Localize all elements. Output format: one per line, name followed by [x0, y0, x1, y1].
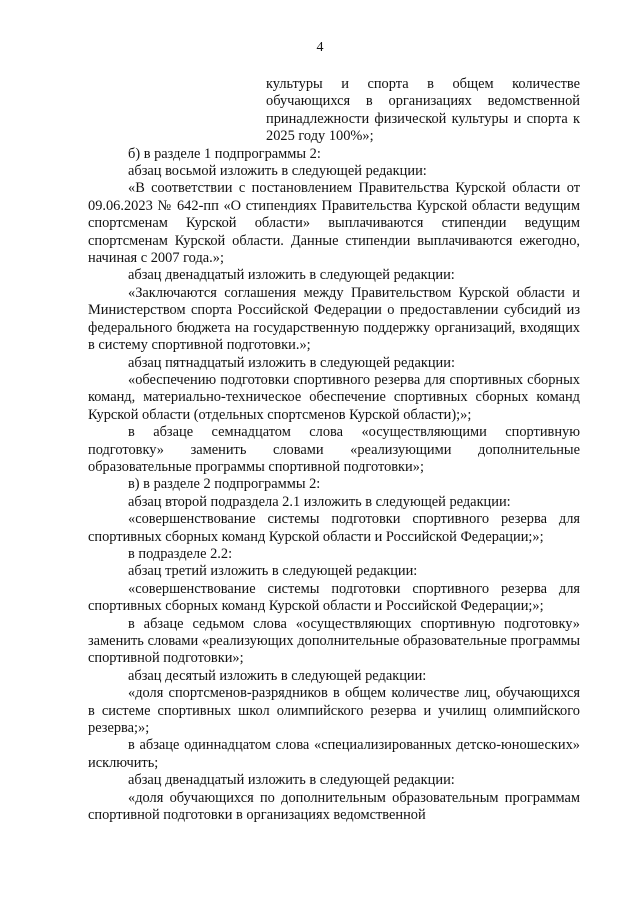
paragraph: «Заключаются соглашения между Правительством Курской области и Министерством спорта Российской Федерации о предоставлении субсидий из федерального бюджета на государственную поддержку организаций, входящих в систему спортивной подготовки.»;: [88, 284, 580, 354]
paragraph: б) в разделе 1 подпрограммы 2:: [128, 145, 321, 162]
paragraph: культуры и спорта в общем количестве обучающихся в организациях ведомственной принадлежности физической культуры и спорта к 2025 году 100%»;: [266, 76, 580, 145]
paragraph: абзац пятнадцатый изложить в следующей редакции:: [128, 354, 455, 371]
paragraph: «доля спортсменов-разрядников в общем количестве лиц, обучающихся в системе спортивных школ олимпийского резерва и училищ олимпийского резерва;»;: [88, 685, 580, 737]
paragraph: «обеспечению подготовки спортивного резерва для спортивных сборных команд, материально-техническое обеспечение спортивных сборных команд Курской области (отдельных спортсменов Курской области);»;: [88, 371, 580, 423]
paragraph: в) в разделе 2 подпрограммы 2:: [128, 476, 321, 493]
paragraph: абзац двенадцатый изложить в следующей редакции:: [128, 267, 455, 284]
paragraph: в абзаце одиннадцатом слова «специализированных детско-юношеских» исключить;: [88, 737, 580, 771]
document-body: [88, 76, 580, 824]
paragraph: «совершенствование системы подготовки спортивного резерва для спортивных сборных команд Курской области и Российской Федерации;»;: [88, 511, 580, 545]
paragraph: «В соответствии с постановлением Правительства Курской области от 09.06.2023 № 642-пп «О стипендиях Правительства Курской области ведущим спортсменам Курской области» выплачиваются стипендии ведущим спортсменам Курской области. Данные стипендии выплачиваются ежегодно, начиная с 2007 года.»;: [88, 180, 580, 267]
paragraph: в абзаце семнадцатом слова «осуществляющими спортивную подготовку» заменить словами «реализующими дополнительные образовательные программы спортивной подготовки»;: [88, 424, 580, 475]
paragraph: абзац десятый изложить в следующей редакции:: [128, 667, 427, 684]
paragraph: «совершенствование системы подготовки спортивного резерва для спортивных сборных команд Курской области и Российской Федерации;»;: [88, 580, 580, 615]
paragraph: абзац восьмой изложить в следующей редакции:: [128, 163, 427, 180]
paragraph: в абзаце седьмом слова «осуществляющих спортивную подготовку» заменить словами «реализующих дополнительные образовательные программы спортивной подготовки»;: [88, 615, 580, 667]
page-number: 4: [316, 40, 324, 55]
paragraph: абзац третий изложить в следующей редакции:: [128, 563, 418, 580]
paragraph: «доля обучающихся по дополнительным образовательным программам спортивной подготовки в организациях ведомственной: [88, 789, 580, 824]
paragraph: в подразделе 2.2:: [128, 545, 233, 562]
paragraph: абзац второй подраздела 2.1 изложить в следующей редакции:: [128, 493, 511, 510]
paragraph: абзац двенадцатый изложить в следующей редакции:: [128, 772, 455, 789]
